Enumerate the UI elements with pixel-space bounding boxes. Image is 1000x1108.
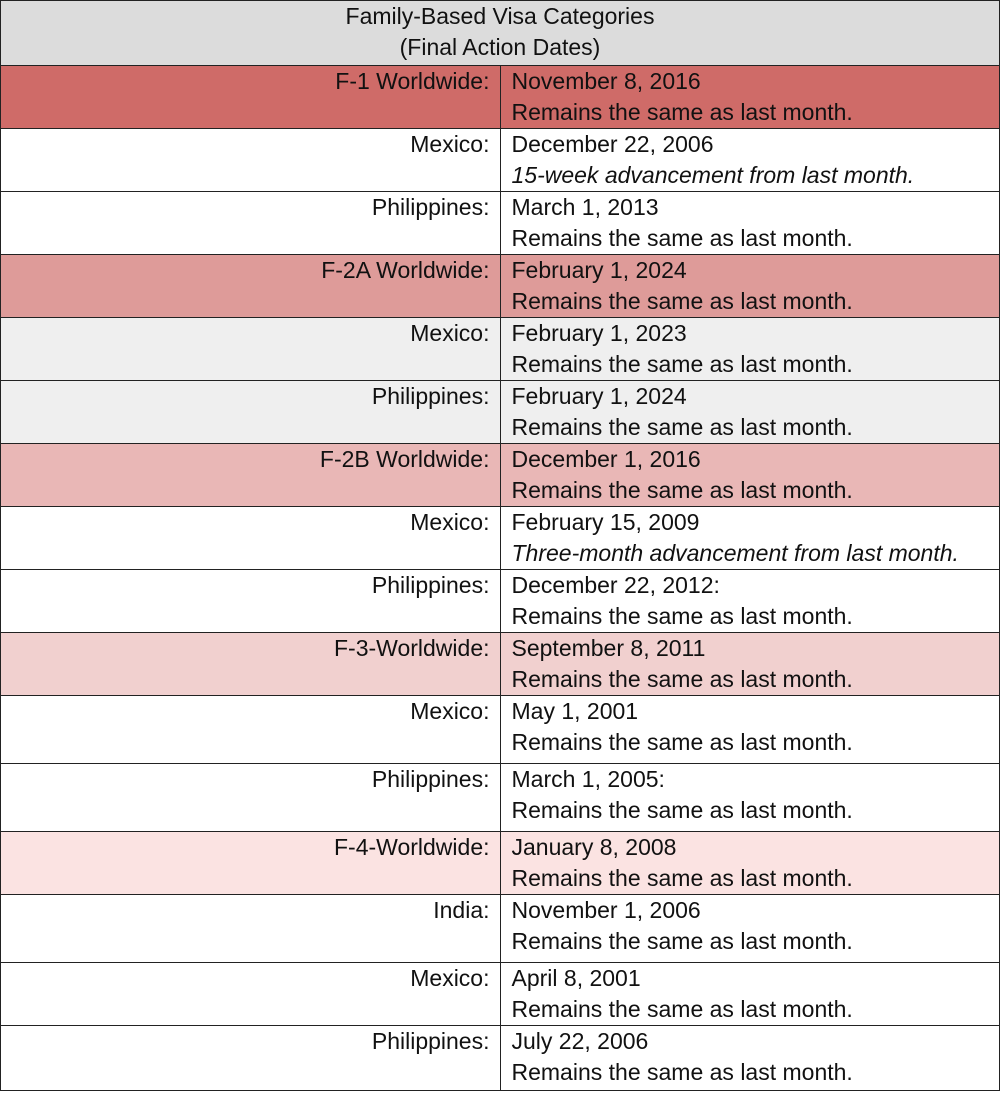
table-title-line-1: Family-Based Visa Categories <box>345 3 655 29</box>
table-row <box>1 895 1000 963</box>
change-note: Remains the same as last month. <box>511 603 853 629</box>
value-cell <box>500 129 1000 192</box>
table-row <box>1 192 1000 255</box>
final-action-date: January 8, 2008 <box>511 834 677 860</box>
value-cell <box>500 696 1000 764</box>
category-label-cell <box>1 318 501 381</box>
category-label-cell <box>1 895 501 963</box>
category-label: F-3-Worldwide: <box>334 635 490 661</box>
category-label: Philippines: <box>371 766 490 792</box>
table-row <box>1 1026 1000 1091</box>
table-row <box>1 318 1000 381</box>
final-action-date: November 8, 2016 <box>511 68 701 94</box>
change-note: Remains the same as last month. <box>511 477 853 503</box>
category-label-cell <box>1 66 501 129</box>
change-note: Three-month advancement from last month. <box>511 540 959 566</box>
change-note: Remains the same as last month. <box>511 996 853 1022</box>
value-cell <box>500 963 1000 1026</box>
category-label-cell <box>1 832 501 895</box>
category-label-cell <box>1 633 501 696</box>
change-note: Remains the same as last month. <box>511 729 853 755</box>
value-cell <box>500 764 1000 832</box>
final-action-date: February 1, 2024 <box>511 383 687 409</box>
category-label: India: <box>433 897 490 923</box>
final-action-date: September 8, 2011 <box>511 635 706 661</box>
final-action-date: February 15, 2009 <box>511 509 700 535</box>
category-label: Philippines: <box>371 383 490 409</box>
final-action-date: December 1, 2016 <box>511 446 701 472</box>
category-label-cell <box>1 507 501 570</box>
category-label: F-2A Worldwide: <box>321 257 490 283</box>
change-note: 15-week advancement from last month. <box>511 162 915 188</box>
value-cell <box>500 381 1000 444</box>
final-action-date: February 1, 2023 <box>511 320 687 346</box>
category-label-cell <box>1 963 501 1026</box>
final-action-date: December 22, 2006 <box>511 131 714 157</box>
table-title-line-2: (Final Action Dates) <box>399 34 601 60</box>
category-label-cell <box>1 129 501 192</box>
category-label: Mexico: <box>410 320 490 346</box>
category-label: F-1 Worldwide: <box>335 68 490 94</box>
category-label: Mexico: <box>410 509 490 535</box>
category-label-cell <box>1 444 501 507</box>
change-note: Remains the same as last month. <box>511 99 853 125</box>
category-label: Philippines: <box>371 572 490 598</box>
value-cell <box>500 444 1000 507</box>
value-cell <box>500 507 1000 570</box>
table-row <box>1 764 1000 832</box>
final-action-date: February 1, 2024 <box>511 257 687 283</box>
final-action-date: May 1, 2001 <box>511 698 639 724</box>
category-label: Mexico: <box>410 698 490 724</box>
category-label-cell <box>1 1026 501 1091</box>
category-label: F-2B Worldwide: <box>319 446 490 472</box>
final-action-date: December 22, 2012: <box>511 572 720 598</box>
final-action-date: March 1, 2013 <box>511 194 659 220</box>
category-label-cell <box>1 764 501 832</box>
table-row <box>1 444 1000 507</box>
table-row <box>1 255 1000 318</box>
value-cell <box>500 570 1000 633</box>
change-note: Remains the same as last month. <box>511 666 853 692</box>
category-label: F-4-Worldwide: <box>334 834 490 860</box>
category-label-cell <box>1 255 501 318</box>
value-cell <box>500 895 1000 963</box>
change-note: Remains the same as last month. <box>511 288 853 314</box>
table-row <box>1 381 1000 444</box>
value-cell <box>500 1026 1000 1091</box>
change-note: Remains the same as last month. <box>511 225 853 251</box>
change-note: Remains the same as last month. <box>511 928 853 954</box>
value-cell <box>500 192 1000 255</box>
value-cell <box>500 255 1000 318</box>
table-row <box>1 963 1000 1026</box>
category-label-cell <box>1 696 501 764</box>
value-cell <box>500 66 1000 129</box>
category-label: Philippines: <box>371 194 490 220</box>
table-row <box>1 507 1000 570</box>
table-row <box>1 66 1000 129</box>
final-action-date: July 22, 2006 <box>511 1028 649 1054</box>
category-label-cell <box>1 381 501 444</box>
change-note: Remains the same as last month. <box>511 865 853 891</box>
table-title-row <box>1 1 1000 66</box>
final-action-date: November 1, 2006 <box>511 897 701 923</box>
table-row <box>1 570 1000 633</box>
table-row <box>1 129 1000 192</box>
table-title <box>1 1 1000 66</box>
change-note: Remains the same as last month. <box>511 351 853 377</box>
category-label-cell <box>1 192 501 255</box>
change-note: Remains the same as last month. <box>511 1059 853 1085</box>
value-cell <box>500 832 1000 895</box>
table-row <box>1 696 1000 764</box>
value-cell <box>500 318 1000 381</box>
value-cell <box>500 633 1000 696</box>
category-label: Philippines: <box>371 1028 490 1054</box>
final-action-date: April 8, 2001 <box>511 965 641 991</box>
change-note: Remains the same as last month. <box>511 414 853 440</box>
category-label: Mexico: <box>410 131 490 157</box>
final-action-date: March 1, 2005: <box>511 766 665 792</box>
category-label: Mexico: <box>410 965 490 991</box>
table-row <box>1 633 1000 696</box>
category-label-cell <box>1 570 501 633</box>
change-note: Remains the same as last month. <box>511 797 853 823</box>
table-row <box>1 832 1000 895</box>
